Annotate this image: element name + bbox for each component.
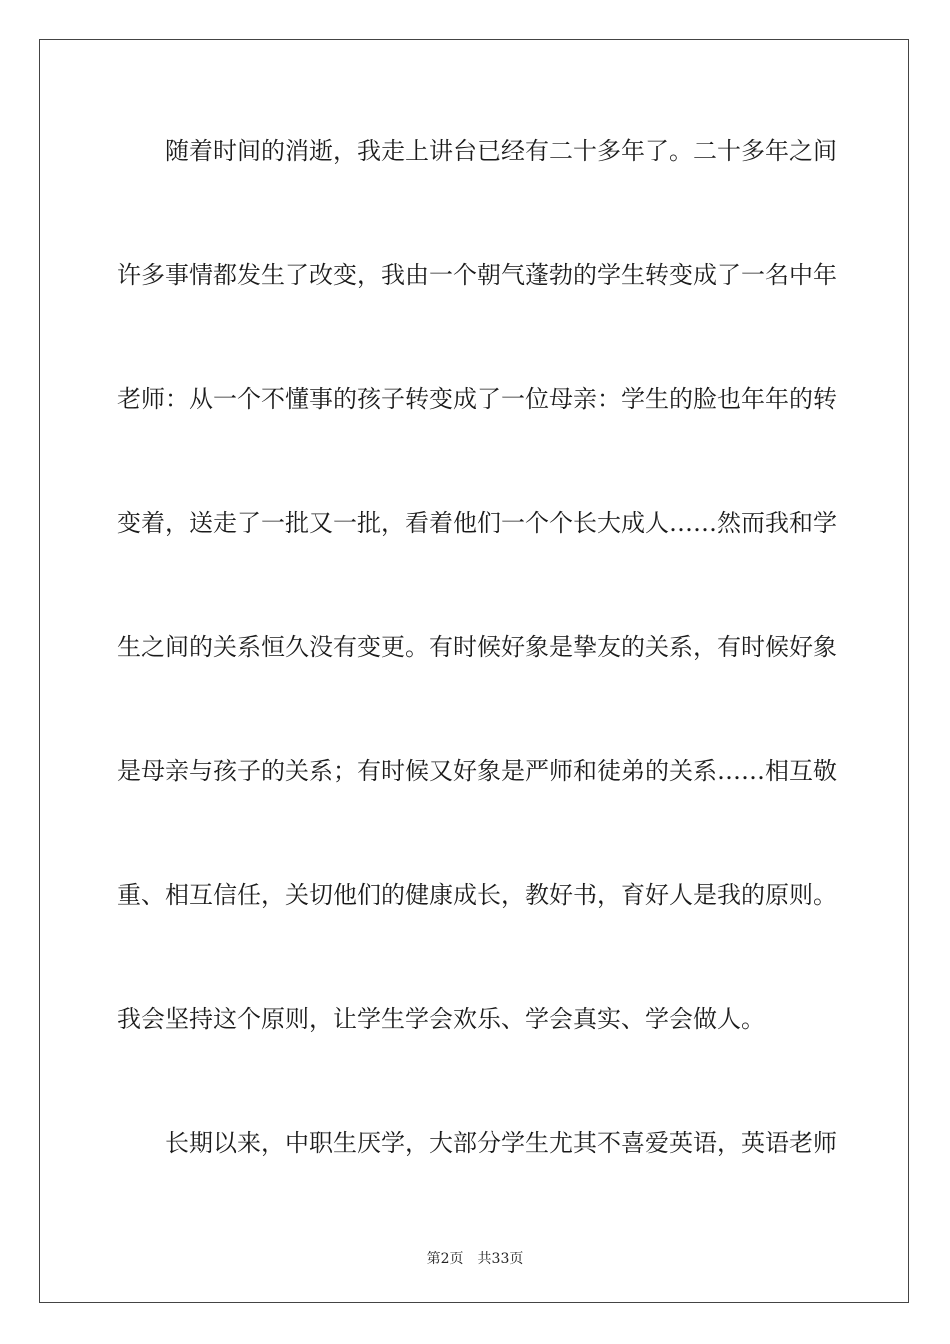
text-line-4: 变着，送走了一批又一批，看着他们一个个长大成人……然而我和学 bbox=[117, 509, 837, 537]
page-number-footer: 第2页 共33页 bbox=[426, 1251, 524, 1267]
text-line-3: 老师：从一个不懂事的孩子转变成了一位母亲：学生的脸也年年的转 bbox=[117, 385, 837, 413]
text-line-8: 我会坚持这个原则，让学生学会欢乐、学会真实、学会做人。 bbox=[117, 1005, 765, 1033]
text-line-6: 是母亲与孩子的关系；有时候又好象是严师和徒弟的关系……相互敬 bbox=[117, 757, 837, 785]
text-line-5: 生之间的关系恒久没有变更。有时候好象是挚友的关系，有时候好象 bbox=[117, 633, 837, 661]
page-border bbox=[39, 39, 909, 1303]
text-line-2: 许多事情都发生了改变，我由一个朝气蓬勃的学生转变成了一名中年 bbox=[117, 261, 837, 289]
text-line-1: 随着时间的消逝，我走上讲台已经有二十多年了。二十多年之间 bbox=[165, 137, 837, 165]
text-line-9: 长期以来，中职生厌学，大部分学生尤其不喜爱英语，英语老师 bbox=[165, 1129, 837, 1157]
text-line-7: 重、相互信任，关切他们的健康成长，教好书，育好人是我的原则。 bbox=[117, 881, 837, 909]
